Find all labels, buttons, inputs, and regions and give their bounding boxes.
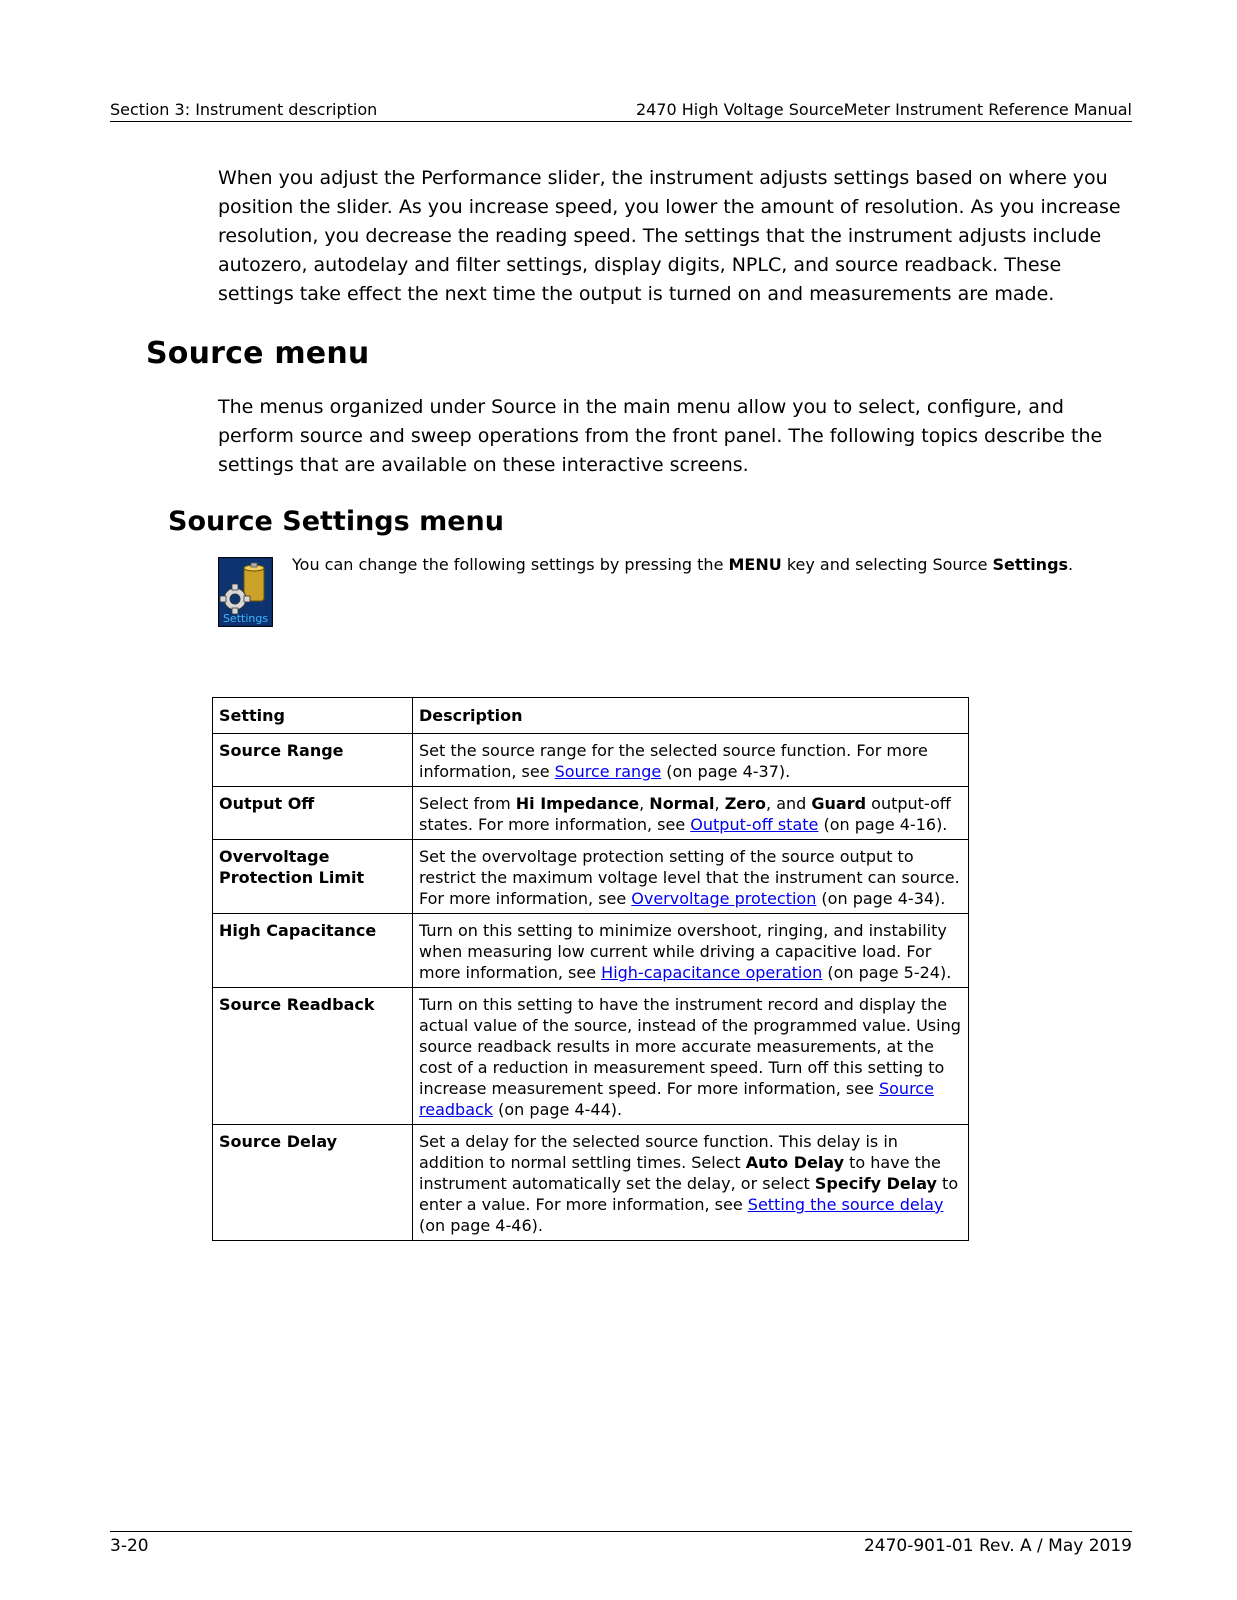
- setting-description: [413, 988, 969, 1125]
- description-text: Turn on this setting to have the instrument record and display the actual value of the source, instead of the programmed value. Using source readback results in more accurate measurements, at the cost of a reduction in measurement speed. Turn off this setting to increase measurement speed. For more information, see: [419, 995, 961, 1098]
- option-name: Hi Impedance: [515, 794, 640, 813]
- cross-reference-link[interactable]: Overvoltage protection: [631, 889, 817, 908]
- column-header-setting: Setting: [213, 698, 413, 734]
- note-settings-word: Settings: [992, 555, 1069, 574]
- settings-icon: [218, 557, 273, 627]
- table-row: [213, 1125, 969, 1241]
- description-text: ,: [639, 794, 650, 813]
- description-text: Set the overvoltage protection setting of the source output to restrict the maximum voltage level that the instrument can source. For more information, see: [419, 847, 960, 908]
- intro-paragraph: When you adjust the Performance slider, the instrument adjusts settings based on where you position the slider. As you increase speed, you lower the amount of resolution. As you increase resolution, you decrease the reading speed. The settings that the instrument adjusts include autozero, autodelay and filter settings, display digits, NPLC, and source readback. These settings take effect the next time the output is turned on and measurements are made.: [218, 167, 1121, 305]
- header-section-title: Section 3: Instrument description: [110, 100, 378, 119]
- setting-name: Source Delay: [213, 1125, 413, 1241]
- setting-name: High Capacitance: [213, 914, 413, 988]
- column-header-description: Description: [413, 698, 969, 734]
- note-text-3: .: [1068, 555, 1074, 574]
- description-text: ,: [714, 794, 725, 813]
- description-text: Set a delay for the selected source function. This delay is in addition to normal settling times. Select: [419, 1132, 898, 1172]
- subsection-heading: Source Settings menu: [168, 506, 504, 537]
- option-name: Specify Delay: [814, 1174, 937, 1193]
- description-text: Turn on this setting to minimize overshoot, ringing, and instability when measuring low current while driving a capacitive load. For more information, see: [419, 921, 947, 982]
- description-text: to enter a value. For more information, see: [419, 1174, 959, 1214]
- cross-reference-link[interactable]: Source range: [554, 762, 662, 781]
- page-number: 3-20: [110, 1536, 149, 1556]
- setting-name: Source Range: [213, 734, 413, 787]
- description-text: (on page 4-16).: [818, 815, 948, 834]
- cross-reference-link[interactable]: High-capacitance operation: [601, 963, 823, 982]
- description-text: output-off states. For more information, see: [419, 794, 951, 834]
- table-row: [213, 787, 969, 840]
- table-row: [213, 840, 969, 914]
- description-text: (on page 4-44).: [493, 1100, 623, 1119]
- setting-name: Overvoltage Protection Limit: [213, 840, 413, 914]
- note-text-2: key and selecting Source: [781, 555, 993, 574]
- option-name: Normal: [649, 794, 715, 813]
- table-row: [213, 914, 969, 988]
- note-text-1: You can change the following settings by pressing the: [292, 555, 729, 574]
- section-body: The menus organized under Source in the main menu allow you to select, configure, and perform source and sweep operations from the front panel. The following topics describe the settings that are available on these interactive screens.: [218, 396, 1103, 476]
- description-text: , and: [766, 794, 812, 813]
- option-name: Auto Delay: [745, 1153, 845, 1172]
- description-text: Set the source range for the selected source function. For more information, see: [419, 741, 928, 781]
- settings-table: [212, 697, 969, 1241]
- cross-reference-link[interactable]: Output-off state: [690, 815, 819, 834]
- description-text: (on page 5-24).: [822, 963, 952, 982]
- settings-icon-graphic: [218, 557, 273, 627]
- setting-description: [413, 1125, 969, 1241]
- running-footer: [110, 1531, 1132, 1556]
- option-name: Guard: [811, 794, 867, 813]
- setting-name: Output Off: [213, 787, 413, 840]
- cross-reference-link[interactable]: Source readback: [419, 1079, 934, 1119]
- section-heading: Source menu: [146, 336, 370, 371]
- settings-icon-label: Settings: [222, 612, 269, 625]
- description-text: (on page 4-46).: [419, 1216, 543, 1235]
- description-text: to have the instrument automatically set the delay, or select: [419, 1153, 941, 1193]
- table-row: [213, 988, 969, 1125]
- running-header: [110, 100, 1132, 122]
- note-menu-key: MENU: [728, 555, 782, 574]
- table-header-row: [213, 698, 969, 734]
- cross-reference-link[interactable]: Setting the source delay: [747, 1195, 944, 1214]
- setting-description: [413, 734, 969, 787]
- table-body: [213, 734, 969, 1241]
- description-text: Select from: [419, 794, 516, 813]
- document-revision: 2470-901-01 Rev. A / May 2019: [863, 1536, 1132, 1556]
- setting-description: [413, 787, 969, 840]
- description-text: (on page 4-37).: [661, 762, 791, 781]
- table-row: [213, 734, 969, 787]
- option-name: Zero: [724, 794, 767, 813]
- setting-description: [413, 840, 969, 914]
- setting-description: [413, 914, 969, 988]
- settings-note: [292, 555, 1112, 574]
- header-manual-title: 2470 High Voltage SourceMeter Instrument Reference Manual: [635, 100, 1132, 119]
- description-text: (on page 4-34).: [816, 889, 946, 908]
- setting-name: Source Readback: [213, 988, 413, 1125]
